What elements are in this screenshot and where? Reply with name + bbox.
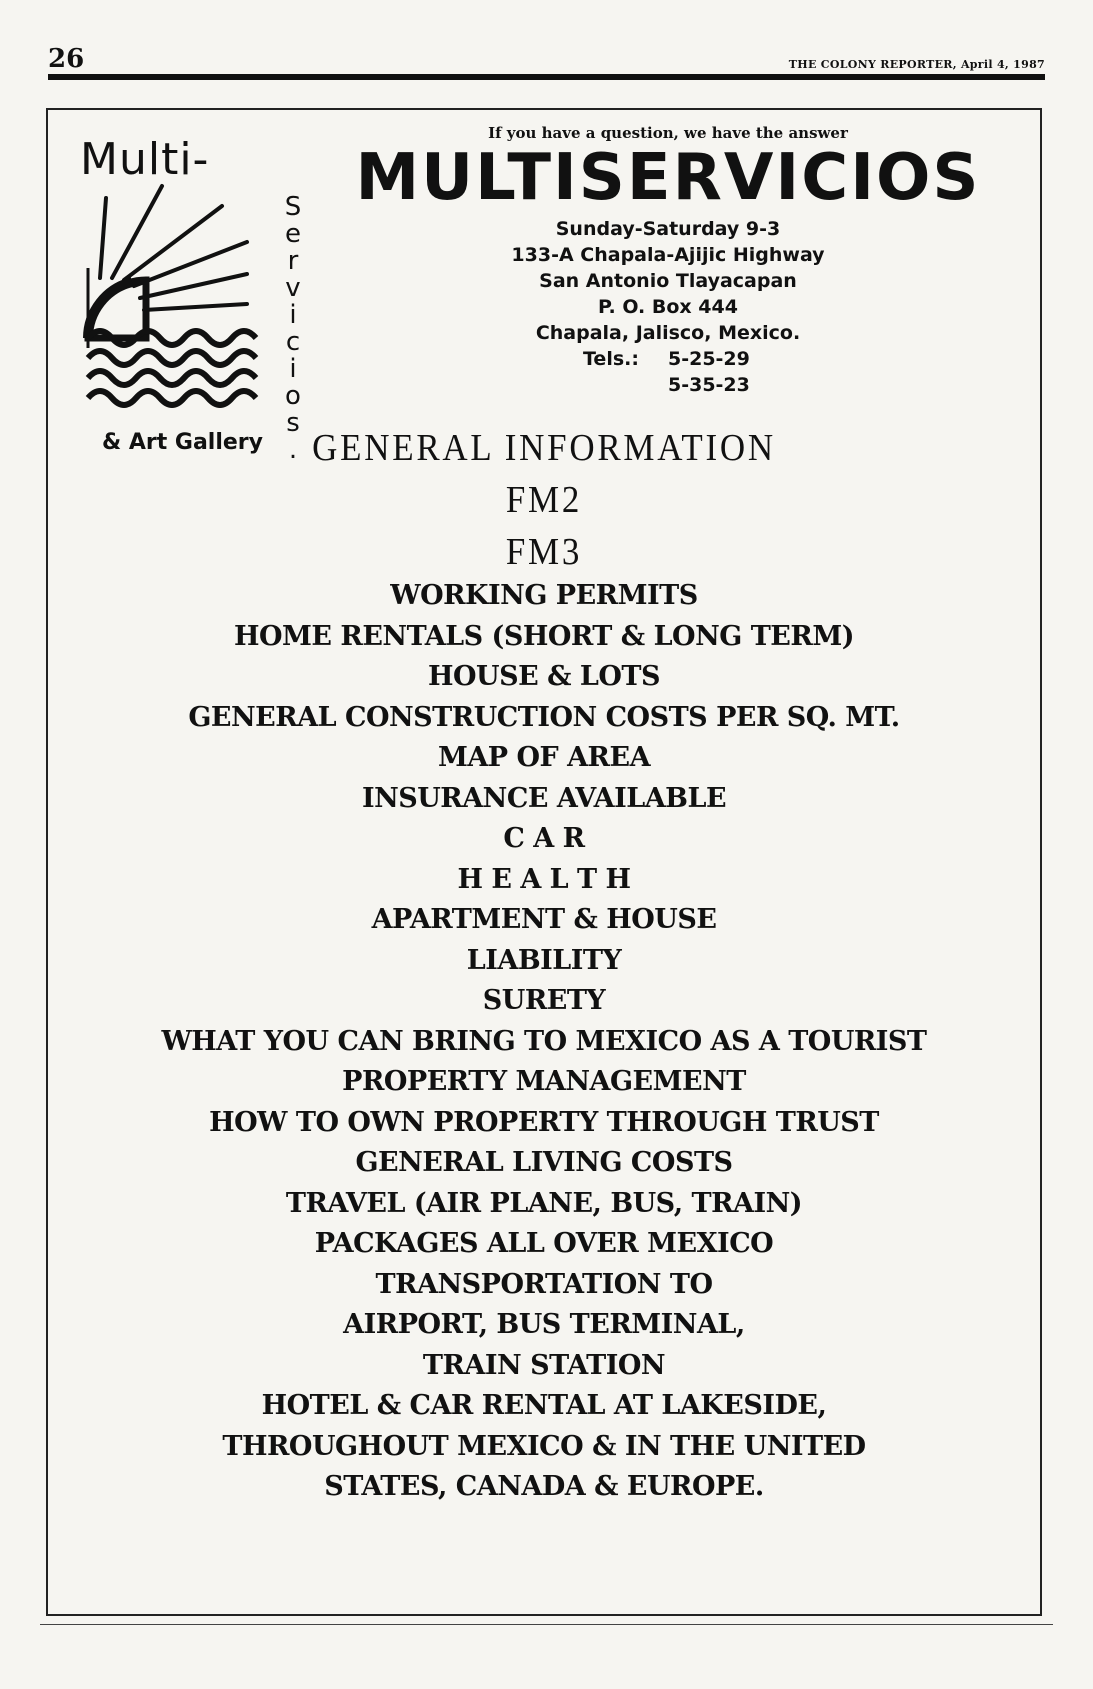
logo-letter: c: [285, 327, 301, 357]
tel-number: 5-25-29: [668, 348, 750, 370]
heading-fm3: FM3: [505, 531, 583, 573]
logo-letter: i: [289, 300, 297, 330]
logo-caption: & Art Gallery: [102, 430, 263, 455]
header-rule: [48, 74, 1045, 80]
service-item: AIRPORT, BUS TERMINAL,: [343, 1309, 745, 1340]
logo-letter: s: [286, 408, 300, 438]
service-item: HOME RENTALS (SHORT & LONG TERM): [234, 620, 854, 652]
service-item: HOTEL & CAR RENTAL AT LAKESIDE,: [261, 1390, 827, 1421]
address-line: Chapala, Jalisco, Mexico.: [535, 322, 801, 344]
address-line: San Antonio Tlayacapan: [539, 270, 797, 292]
logo-letter: o: [285, 381, 301, 411]
address-line: 133-A Chapala-Ajijic Highway: [511, 244, 825, 266]
contact-block: [318, 124, 1018, 400]
logo-letter: i: [289, 354, 297, 384]
logo-letter: S: [284, 192, 302, 222]
service-item: TRAVEL (AIR PLANE, BUS, TRAIN): [285, 1187, 803, 1219]
tel-label: Tels.:: [583, 348, 639, 370]
telephones: [318, 346, 1018, 400]
logo-letter: e: [285, 219, 301, 249]
masthead: THE COLONY REPORTER, April 4, 1987: [788, 58, 1045, 71]
heading-general-information: GENERAL INFORMATION: [312, 427, 776, 469]
service-item: HOW TO OWN PROPERTY THROUGH TRUST: [209, 1106, 879, 1138]
logo-text-multi: Multi-: [80, 134, 210, 185]
service-item: WORKING PERMITS: [390, 580, 698, 611]
service-item: PACKAGES ALL OVER MEXICO: [314, 1228, 774, 1259]
service-item: MAP OF AREA: [437, 742, 651, 773]
logo-letter: .: [288, 435, 298, 465]
service-item: HOUSE & LOTS: [428, 661, 660, 692]
service-item: THROUGHOUT MEXICO & IN THE UNITED: [222, 1430, 866, 1462]
service-item: TRAIN STATION: [422, 1349, 666, 1381]
bottom-rule: [40, 1624, 1053, 1625]
service-item: GENERAL CONSTRUCTION COSTS PER SQ. MT.: [188, 701, 900, 733]
service-item: H E A L T H: [457, 863, 631, 895]
service-item: GENERAL LIVING COSTS: [355, 1147, 733, 1178]
service-item: APARTMENT & HOUSE: [371, 904, 717, 935]
page-header: [0, 0, 1093, 90]
service-item: LIABILITY: [466, 944, 622, 976]
advertisement-box: [46, 108, 1042, 1616]
brand-title: MULTISERVICIOS: [355, 141, 981, 215]
multiservicios-logo: [72, 134, 322, 465]
service-item: SURETY: [482, 985, 606, 1016]
tel-number: 5-35-23: [668, 374, 750, 396]
heading-fm2: FM2: [505, 479, 583, 521]
po-box: P. O. Box 444: [598, 296, 738, 318]
business-hours: Sunday-Saturday 9-3: [555, 218, 781, 240]
tagline: If you have a question, we have the answer: [488, 124, 848, 142]
service-item: PROPERTY MANAGEMENT: [342, 1066, 746, 1097]
service-item: C A R: [503, 823, 585, 854]
page-number: 26: [48, 44, 85, 74]
service-item: TRANSPORTATION TO: [375, 1268, 713, 1300]
logo-letter: r: [287, 246, 299, 276]
logo-letter: v: [285, 273, 301, 303]
info-headings: [48, 422, 1040, 578]
services-list: [48, 576, 1040, 1508]
service-item: INSURANCE AVAILABLE: [361, 782, 727, 814]
service-item: WHAT YOU CAN BRING TO MEXICO AS A TOURIST: [161, 1025, 927, 1057]
service-item: STATES, CANADA & EUROPE.: [324, 1471, 764, 1502]
